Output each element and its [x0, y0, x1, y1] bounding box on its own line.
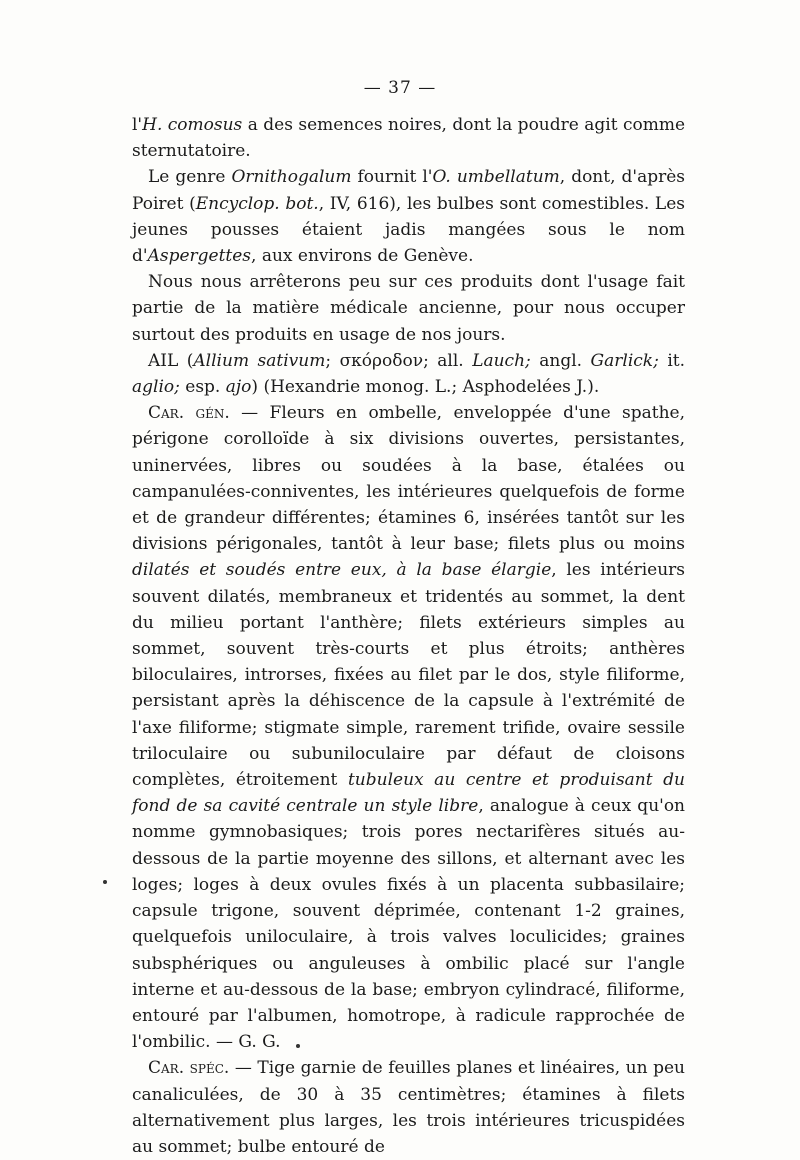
ink-speck-bottom [296, 1044, 300, 1048]
text-run: AIL ( [148, 350, 194, 371]
text-run: , aux environs de Genève. [251, 246, 474, 267]
text-run: , les intérieurs souvent dilatés, membraneux et tridentés au sommet, la dent du milieu portant l'anthère; filets extérieurs simples au sommet, souvent très-courts et plus étroits; anthères biloculaires, introrses, fixées au filet par le dos, style filiforme, persistant après la déhiscence de la capsule à l'extrémité de l'axe filiforme; stigmate simple, rarement trifide, ovaire sessile triloculaire ou subuniloculaire par défaut de cloisons complètes, étroitement [132, 560, 685, 791]
text-run: a des semences noires, dont la poudre agit comme sternutatoire. [132, 115, 686, 162]
ink-speck-left [103, 880, 107, 884]
italic-run: ajo [225, 377, 252, 398]
italic-run: H. comosus [142, 115, 243, 135]
text-run: l' [132, 115, 143, 135]
text-run: esp. [185, 377, 226, 398]
italic-run: Aspergettes [147, 246, 252, 267]
italic-run: aglio; [132, 377, 186, 398]
paragraph-6-specific-characters [132, 1055, 685, 1160]
italic-run: Garlick; [590, 350, 668, 371]
italic-run: Encyclop. bot. [195, 193, 319, 214]
text-run: it. [667, 350, 685, 371]
italic-run: Ornithogalum [231, 167, 352, 188]
text-run: , dont, d'après Poiret ( [132, 167, 685, 214]
paragraph-2 [132, 164, 685, 269]
text-run: Nous nous arrêterons peu sur ces produits dont l'usage fait partie de la matière médicale ancienne, pour nous occuper surtout des produits en usage de nos jours. [132, 272, 685, 345]
text-run: — Tige garnie de feuilles planes et linéaires, un peu canaliculées, de 30 à 35 centimètres; étamines à filets alternativement plus larges, les trois intérieures tricuspidées au sommet; bulbe entouré de [132, 1058, 686, 1157]
text-body [132, 112, 685, 1160]
text-run: Le genre [148, 167, 232, 188]
text-run: , IV, 616), les bulbes sont comestibles. Les jeunes pousses étaient jadis mangées sous le nom d' [132, 193, 685, 267]
text-run: angl. [539, 350, 591, 371]
italic-run: Allium sativum [193, 350, 326, 371]
text-run: ; σκόροδον; all. [325, 350, 473, 371]
paragraph-1 [132, 112, 685, 164]
italic-run: tubuleux au centre et produisant du fond de sa cavité centrale un style libre [132, 770, 685, 817]
paragraph-4-allium-heading [132, 348, 685, 400]
paragraph-3 [132, 269, 685, 348]
text-run: ) (Hexandrie monog. L.; Asphodelées J.). [251, 377, 600, 398]
page-number: — 37 — [363, 78, 437, 98]
text-run: — Fleurs en ombelle, enveloppée d'une spathe, périgone corolloïde à six divisions ouvertes, persistantes, uninervées, libres ou soudées à la base, étalées ou campanulées-conniventes, les intérieures quelquefois de forme et de grandeur différentes; étamines 6, insérées tantôt sur les divisions périgonales, tantôt à leur base; filets plus ou moins [132, 403, 686, 555]
italic-run: O. umbellatum [432, 167, 560, 188]
section-label: Car. gén. [148, 403, 230, 424]
italic-run: dilatés et soudés entre eux, à la base élargie [132, 560, 552, 581]
italic-run: Lauch; [472, 350, 540, 371]
text-run: , analogue à ceux qu'on nomme gymnobasiques; trois pores nectarifères situés au-dessous de la partie moyenne des sillons, et alternant avec les loges; loges à deux ovules fixés à un placenta subbasilaire; capsule trigone, souvent déprimée, contenant 1-2 graines, quelquefois uniloculaire, à trois valves loculicides; graines subsphériques ou anguleuses à ombilic placé sur l'angle interne et au-dessous de la base; embryon cylindracé, filiforme, entouré par l'albumen, homotrope, à radicule rapprochée de l'ombilic. — G. G. [132, 796, 685, 1053]
text-run: fournit l' [351, 167, 433, 188]
paragraph-5-generic-characters [132, 400, 685, 1055]
section-label: Car. spéc. [148, 1058, 230, 1079]
